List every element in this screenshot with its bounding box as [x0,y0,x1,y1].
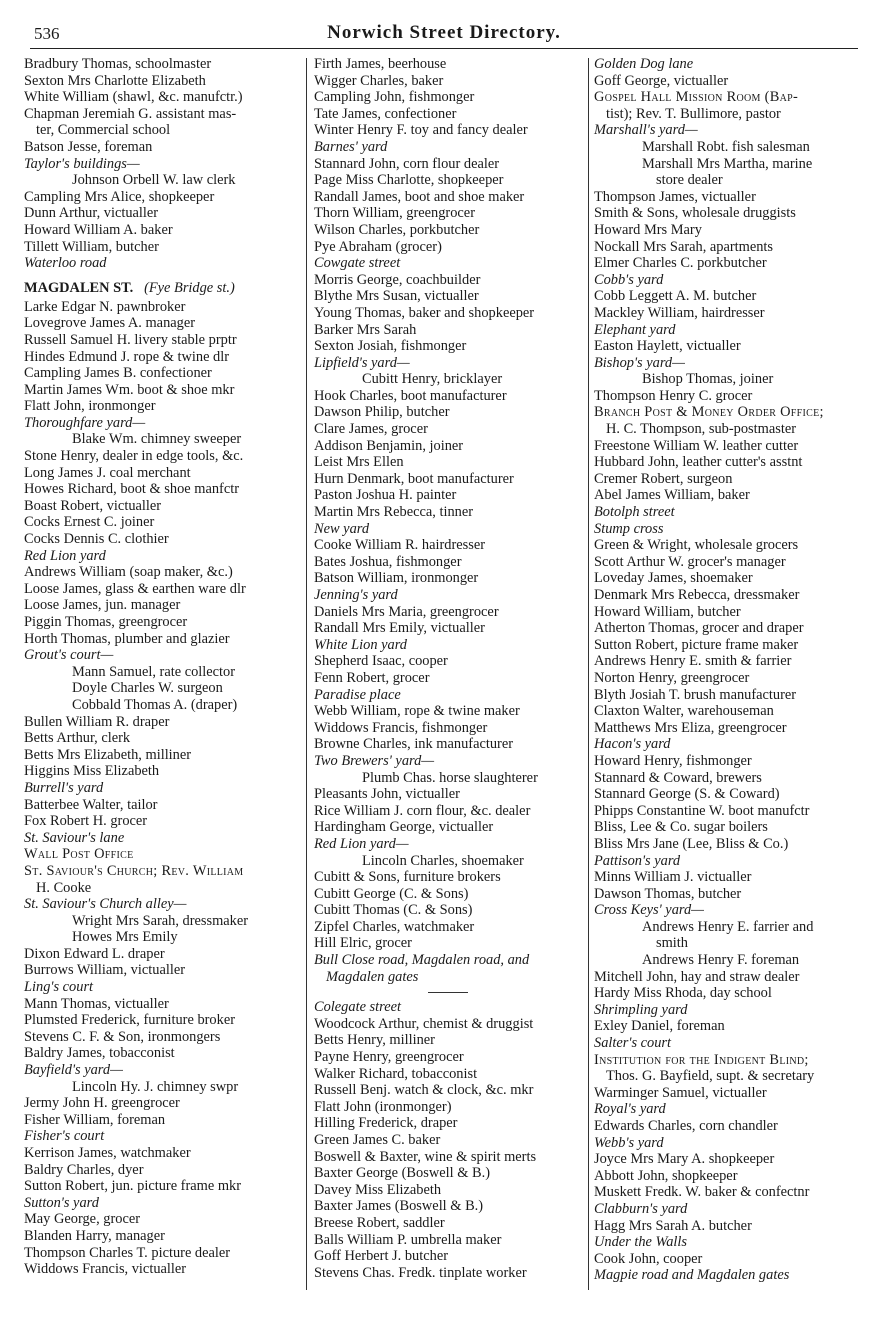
street-heading: Bull Close road, Magdalen road, and [314,952,530,969]
directory-entry: Howes Mrs Emily [72,929,178,946]
directory-entry: Dawson Philip, butcher [314,404,450,421]
directory-entry: Mann Samuel, rate collector [72,663,236,680]
directory-entry: Widdows Francis, victualler [24,1261,187,1278]
street-heading: Under the Walls [594,1234,688,1251]
street-heading: Stump cross [594,520,664,537]
directory-entry: Payne Henry, greengrocer [314,1049,464,1066]
directory-entry: Mann Thomas, victualler [24,995,169,1012]
institution-entry: Institution for the Indigent Blind; [594,1051,809,1068]
street-heading: Sutton's yard [24,1194,99,1211]
directory-entry: tist); Rev. T. Bullimore, pastor [606,105,781,122]
street-heading: Thoroughfare yard— [24,414,146,431]
street-heading: Pattison's yard [594,852,681,869]
directory-entry: Blake Wm. chimney sweeper [72,431,242,448]
directory-entry: Dixon Edward L. draper [24,945,165,962]
section-separator [428,992,468,993]
directory-entry: Cocks Dennis C. clothier [24,531,169,548]
directory-entry: Plumsted Frederick, furniture broker [24,1012,236,1029]
directory-entry: Betts Henry, milliner [314,1032,435,1049]
directory-entry: Marshall Mrs Martha, marine [642,155,813,172]
directory-entry: Stevens C. F. & Son, ironmongers [24,1028,221,1045]
street-heading: St. Saviour's Church alley— [24,896,187,913]
directory-entry: Cobb Leggett A. M. butcher [594,288,757,305]
street-heading: Colegate street [314,999,401,1016]
directory-entry: Sexton Mrs Charlotte Elizabeth [24,72,206,89]
directory-entry: Leist Mrs Ellen [314,454,404,471]
directory-entry: Daniels Mrs Maria, greengrocer [314,603,499,620]
directory-entry: Chapman Jeremiah G. assistant mas- [24,105,237,122]
street-heading-magdalen [24,280,300,297]
directory-entry: Cubitt Thomas (C. & Sons) [314,902,473,919]
directory-entry: Blyth Josiah T. brush manufacturer [594,686,797,703]
street-heading: Red Lion yard— [314,835,409,852]
directory-entry: Cook John, cooper [594,1250,703,1267]
directory-entry: Long James J. coal merchant [24,464,191,481]
directory-entry: Andrews Henry F. foreman [642,952,800,969]
directory-column-1 [24,56,300,1278]
directory-entry: Hook Charles, boot manufacturer [314,387,507,404]
directory-entry: Higgins Miss Elizabeth [24,763,160,780]
directory-entry: Browne Charles, ink manufacturer [314,736,514,753]
street-heading: Jenning's yard [314,587,398,603]
directory-entry: Claxton Walter, warehouseman [594,703,774,720]
directory-entry: Davey Miss Elizabeth [314,1181,442,1198]
directory-entry: Phipps Constantine W. boot manufctr [594,802,810,819]
directory-entry: Pye Abraham (grocer) [314,238,442,255]
directory-entry: Breese Robert, saddler [314,1214,445,1231]
street-heading: Grout's court— [24,647,114,664]
directory-entry: Bliss, Lee & Co. sugar boilers [594,819,768,836]
directory-entry: Hubbard John, leather cutter's asstnt [594,454,803,471]
directory-entry: Baxter James (Boswell & B.) [314,1198,484,1215]
street-heading: Botolph street [594,504,675,521]
directory-column-3 [594,56,860,1284]
directory-entry: Balls William P. umbrella maker [314,1231,502,1248]
directory-entry: Firth James, beerhouse [314,56,447,72]
directory-entry: Freestone William W. leather cutter [594,437,799,454]
page-title: Norwich Street Directory. [327,22,561,43]
directory-entry: Wigger Charles, baker [314,72,444,89]
directory-entry: Piggin Thomas, greengrocer [24,614,188,630]
directory-entry: Sutton Robert, jun. picture frame mkr [24,1178,242,1195]
directory-entry: Loose James, glass & earthen ware dlr [24,580,246,597]
directory-entry: Batson William, ironmonger [314,570,479,587]
directory-entry: Hurn Denmark, boot manufacturer [314,470,514,487]
directory-entry: Wright Mrs Sarah, dressmaker [72,912,249,929]
directory-entry: Zipfel Charles, watchmaker [314,918,475,935]
directory-entry: Denmark Mrs Rebecca, dressmaker [594,587,800,603]
directory-entry: Boast Robert, victualler [24,497,162,514]
directory-entry: Kerrison James, watchmaker [24,1145,191,1161]
directory-entry: Batson Jesse, foreman [24,138,153,155]
directory-entry: Goff George, victualler [594,72,729,89]
street-heading: Cobb's yard [594,271,664,288]
entry-list [594,56,860,1284]
directory-entry: Thompson Charles T. picture dealer [24,1244,231,1261]
directory-entry: Fisher William, foreman [24,1111,166,1128]
directory-entry: Howard Henry, fishmonger [594,752,752,769]
directory-entry: Morris George, coachbuilder [314,271,481,288]
street-heading: Elephant yard [594,321,676,338]
directory-entry: Pleasants John, victualler [314,786,460,803]
directory-entry: Howard William A. baker [24,221,173,238]
directory-entry: Stannard George (S. & Coward) [594,786,780,803]
directory-entry: Martin James Wm. boot & shoe mkr [24,381,235,398]
directory-entry: Rice William J. corn flour, &c. dealer [314,802,531,819]
directory-entry: Lincoln Hy. J. chimney swpr [72,1078,239,1095]
directory-entry: Elmer Charles C. porkbutcher [594,255,767,272]
street-heading: New yard [314,520,370,537]
street-heading: Waterloo road [24,255,107,272]
institution-entry: Wall Post Office [24,846,134,863]
directory-entry: Cremer Robert, surgeon [594,470,733,487]
street-heading: Golden Dog lane [594,56,694,72]
directory-entry: Hill Elric, grocer [314,935,412,952]
directory-entry: Fenn Robert, grocer [314,669,430,686]
directory-entry: Easton Haylett, victualler [594,338,741,355]
directory-entry: Flatt John (ironmonger) [314,1098,452,1115]
page-header [30,22,858,48]
directory-entry: Baldry Charles, dyer [24,1161,144,1178]
directory-entry: Lincoln Charles, shoemaker [362,852,524,869]
street-heading: Magpie road and Magdalen gates [594,1267,790,1284]
directory-entry: Minns William J. victualler [594,869,752,886]
directory-entry: Webb William, rope & twine maker [314,703,520,720]
directory-entry: Campling James B. confectioner [24,365,212,382]
directory-entry: Howard William, butcher [594,603,741,620]
directory-entry: Dawson Thomas, butcher [594,885,742,902]
directory-entry: Stevens Chas. Fredk. tinplate worker [314,1264,527,1281]
street-heading: Paradise place [314,686,401,703]
directory-entry: Cubitt & Sons, furniture brokers [314,869,501,886]
street-heading: Burrell's yard [24,779,104,796]
entry-list [24,56,300,272]
directory-entry: Betts Mrs Elizabeth, milliner [24,746,192,763]
directory-entry: Stannard John, corn flour dealer [314,155,500,172]
street-heading: Marshall's yard— [594,122,698,139]
street-heading: Webb's yard [594,1134,664,1151]
directory-entry: Exley Daniel, foreman [594,1018,725,1035]
directory-entry: Hardingham George, victualler [314,819,494,836]
street-heading: Fisher's court [24,1128,105,1145]
directory-entry: Baldry James, tobacconist [24,1045,175,1062]
directory-entry: Loveday James, shoemaker [594,570,753,587]
street-heading: Lipfield's yard— [314,354,410,371]
directory-entry: Thompson James, victualler [594,188,756,205]
directory-entry: Addison Benjamin, joiner [314,437,464,454]
directory-entry: Bates Joshua, fishmonger [314,553,462,570]
directory-entry: Baxter George (Boswell & B.) [314,1165,490,1182]
street-heading: Red Lion yard [24,547,106,564]
directory-entry: Stone Henry, dealer in edge tools, &c. [24,448,244,465]
directory-entry: Paston Joshua H. painter [314,487,457,504]
directory-entry: Johnson Orbell W. law clerk [72,172,236,189]
street-heading: Clabburn's yard [594,1200,688,1217]
header-rule [30,48,858,49]
entry-list [314,56,582,985]
directory-entry: Bullen William R. draper [24,713,170,730]
street-heading: White Lion yard [314,636,407,653]
street-heading: Cross Keys' yard— [594,902,704,919]
directory-entry: Wilson Charles, porkbutcher [314,221,480,238]
street-heading: St. Saviour's lane [24,829,125,846]
column-divider [306,58,307,1290]
directory-entry: Norton Henry, greengrocer [594,669,750,686]
street-heading: Magdalen gates [326,968,419,985]
directory-entry: H. Cooke [36,879,92,896]
directory-entry: Clare James, grocer [314,421,428,438]
directory-entry: store dealer [656,172,723,189]
column-divider [588,58,589,1290]
directory-entry: Campling Mrs Alice, shopkeeper [24,188,215,205]
directory-entry: Barker Mrs Sarah [314,321,417,338]
directory-entry: Martin Mrs Rebecca, tinner [314,504,474,521]
directory-entry: Bliss Mrs Jane (Lee, Bliss & Co.) [594,835,789,852]
directory-entry: Marshall Robt. fish salesman [642,138,810,155]
street-heading: Hacon's yard [594,736,671,753]
directory-entry: smith [656,935,688,952]
directory-entry: Matthews Mrs Eliza, greengrocer [594,719,787,736]
directory-entry: Dunn Arthur, victualler [24,205,159,222]
directory-entry: Larke Edgar N. pawnbroker [24,298,186,315]
directory-entry: Cobbald Thomas A. (draper) [72,696,238,713]
directory-entry: Warminger Samuel, victualler [594,1084,767,1101]
directory-entry: Muskett Fredk. W. baker & confectnr [594,1184,810,1201]
directory-entry: Joyce Mrs Mary A. shopkeeper [594,1151,775,1168]
directory-entry: Smith & Sons, wholesale druggists [594,205,796,222]
entry-list [314,999,582,1281]
directory-entry: H. C. Thompson, sub-postmaster [606,421,797,438]
directory-entry: Andrews Henry E. farrier and [642,918,814,935]
institution-entry: Branch Post & Money Order Office; [594,404,824,421]
directory-entry: Jermy John H. greengrocer [24,1095,180,1112]
directory-entry: ter, Commercial school [36,122,171,139]
directory-entry: Atherton Thomas, grocer and draper [594,620,804,637]
directory-entry: Hindes Edmund J. rope & twine dlr [24,348,230,365]
directory-entry: Edwards Charles, corn chandler [594,1118,778,1134]
directory-entry: Sutton Robert, picture frame maker [594,636,799,653]
directory-entry: Goff Herbert J. butcher [314,1248,448,1265]
directory-entry: Hilling Frederick, draper [314,1115,458,1132]
directory-entry: Plumb Chas. horse slaughterer [362,769,538,786]
directory-entry: Andrews Henry E. smith & farrier [594,653,792,670]
directory-entry: Cubitt George (C. & Sons) [314,885,469,902]
directory-entry: Stannard & Coward, brewers [594,769,762,786]
directory-entry: Russell Benj. watch & clock, &c. mkr [314,1082,534,1099]
directory-entry: Abbott John, shopkeeper [594,1167,738,1184]
street-heading: Two Brewers' yard— [314,752,435,769]
institution-entry: Gospel Hall Mission Room (Bap- [594,89,799,106]
directory-entry: Cooke William R. hairdresser [314,537,486,554]
directory-entry: Andrews William (soap maker, &c.) [24,564,233,581]
directory-entry: Page Miss Charlotte, shopkeeper [314,172,504,189]
directory-entry: Thorn William, greengrocer [314,205,475,222]
directory-entry: Sexton Josiah, fishmonger [314,338,467,355]
directory-entry: Howard Mrs Mary [594,221,702,238]
directory-entry: Loose James, jun. manager [24,597,181,614]
directory-entry: Lovegrove James A. manager [24,315,196,332]
directory-entry: Randall Mrs Emily, victualler [314,620,485,637]
directory-entry: Nockall Mrs Sarah, apartments [594,238,774,255]
directory-entry: Blythe Mrs Susan, victualler [314,288,479,305]
directory-entry: Tillett William, butcher [24,238,159,255]
directory-column-2 [314,56,582,1281]
directory-entry: Russell Samuel H. livery stable prptr [24,331,237,348]
street-heading: Taylor's buildings— [24,155,140,172]
directory-entry: Randall James, boot and shoe maker [314,188,525,205]
street-heading: Barnes' yard [314,138,388,155]
directory-entry: Doyle Charles W. surgeon [72,680,223,697]
street-heading: Royal's yard [594,1101,666,1118]
directory-entry: Green James C. baker [314,1132,441,1148]
directory-entry: Mitchell John, hay and straw dealer [594,968,800,985]
directory-entry: Thompson Henry C. grocer [594,387,753,404]
directory-entry: Cubitt Henry, bricklayer [362,371,503,388]
directory-entry: Blanden Harry, manager [24,1227,165,1244]
street-heading: Cowgate street [314,255,401,272]
directory-entry: Betts Arthur, clerk [24,730,131,747]
directory-entry: Burrows William, victualler [24,962,186,979]
directory-entry: Batterbee Walter, tailor [24,796,158,813]
directory-entry: Scott Arthur W. grocer's manager [594,553,786,570]
street-heading: Salter's court [594,1035,672,1052]
institution-entry: St. Saviour's Church; Rev. William [24,862,244,879]
street-heading: Shrimpling yard [594,1001,688,1018]
directory-entry: Mackley William, hairdresser [594,304,765,321]
street-heading: Ling's court [24,979,94,996]
entry-list [24,299,300,1278]
directory-entry: Walker Richard, tobacconist [314,1065,478,1082]
directory-entry: Winter Henry F. toy and fancy dealer [314,122,528,139]
directory-entry: Widdows Francis, fishmonger [314,719,488,736]
directory-entry: Green & Wright, wholesale grocers [594,537,799,554]
street-heading-note: (Fye Bridge st.) [144,279,235,296]
directory-entry: Woodcock Arthur, chemist & druggist [314,1015,534,1032]
directory-entry: Flatt John, ironmonger [24,398,156,415]
directory-entry: Hardy Miss Rhoda, day school [594,985,772,1002]
directory-entry: Boswell & Baxter, wine & spirit merts [314,1148,537,1165]
directory-entry: Abel James William, baker [594,487,750,504]
directory-entry: Hagg Mrs Sarah A. butcher [594,1217,752,1234]
directory-entry: Shepherd Isaac, cooper [314,653,448,670]
street-heading: Bayfield's yard— [24,1062,123,1079]
page-number: 536 [34,24,60,43]
directory-entry: Bradbury Thomas, schoolmaster [24,56,212,72]
directory-entry: Tate James, confectioner [314,105,457,122]
directory-entry: Fox Robert H. grocer [24,813,148,830]
directory-entry: Bishop Thomas, joiner [642,371,774,388]
directory-entry: White William (shawl, &c. manufctr.) [24,89,243,106]
directory-entry: Thos. G. Bayfield, supt. & secretary [606,1068,815,1085]
directory-entry: Horth Thomas, plumber and glazier [24,630,230,647]
directory-entry: Young Thomas, baker and shopkeeper [314,304,535,321]
directory-entry: Campling John, fishmonger [314,89,475,106]
street-heading-name: MAGDALEN ST. [24,279,134,296]
directory-entry: May George, grocer [24,1211,141,1228]
directory-entry: Howes Richard, boot & shoe manfctr [24,481,240,498]
street-heading: Bishop's yard— [594,354,685,371]
directory-entry: Cocks Ernest C. joiner [24,514,155,531]
